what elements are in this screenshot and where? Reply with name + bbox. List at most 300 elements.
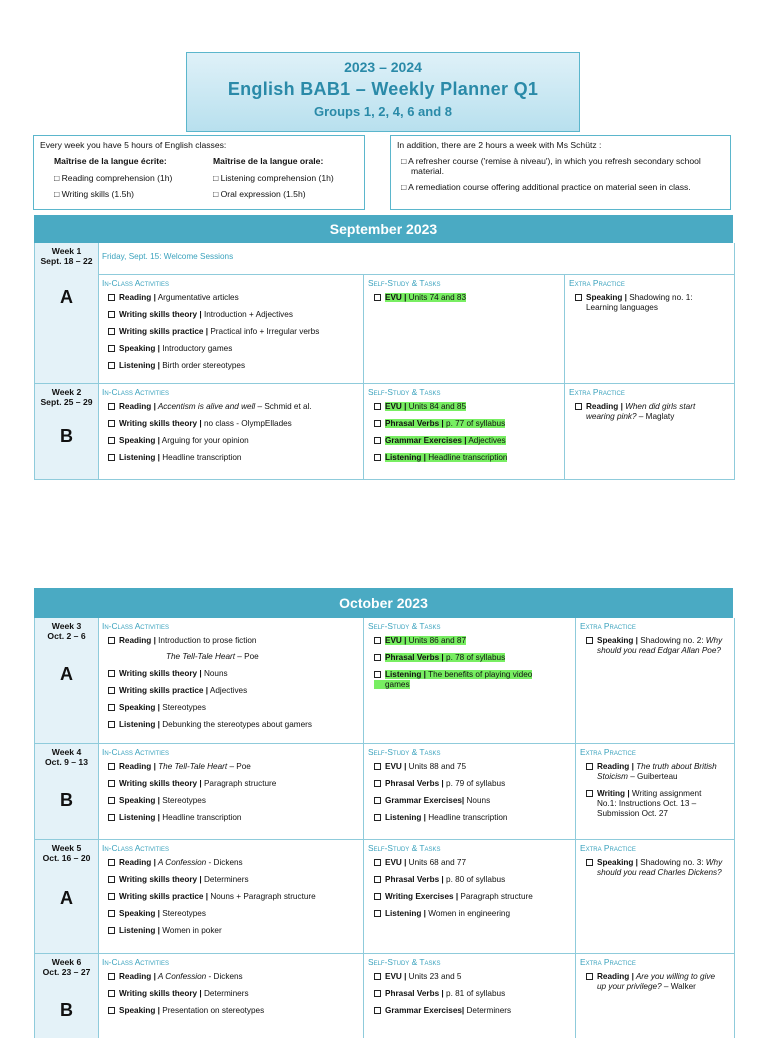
activity-type: Speaking |: [119, 1006, 160, 1015]
week-label-cell: [35, 744, 99, 839]
activity-detail: – Poe: [227, 762, 251, 771]
self-study-cell: [364, 954, 576, 1038]
activity-detail: Introduction to prose fiction: [155, 636, 257, 645]
checkbox[interactable]: [108, 763, 115, 770]
activity-detail: Presentation on stereotypes: [159, 1006, 265, 1015]
checkbox[interactable]: [374, 654, 381, 661]
school-year: 2023 – 2024: [344, 59, 422, 75]
activity-item: [108, 813, 359, 823]
activity-detail: – Walker: [661, 982, 696, 991]
activity-detail: Nouns: [464, 796, 491, 805]
activity-type: Reading |: [586, 402, 623, 411]
checkbox[interactable]: [108, 704, 115, 711]
activity-item: [108, 858, 359, 868]
activity-item: [586, 762, 730, 782]
activity-detail: Headline transcription: [425, 813, 508, 822]
activity-item: [108, 436, 359, 446]
week-letter: B: [60, 426, 73, 446]
activity-detail: Women in engineering: [425, 909, 511, 918]
activity-detail: - Dickens: [206, 972, 243, 981]
checkbox[interactable]: [374, 637, 381, 644]
activity-detail: Stereotypes: [159, 703, 206, 712]
inclass-cell: [98, 954, 364, 1038]
checkbox[interactable]: [108, 345, 115, 352]
checkbox[interactable]: [586, 763, 593, 770]
activity-detail: Nouns: [201, 669, 228, 678]
activity-type: Reading |: [119, 293, 156, 302]
activity-type: Grammar Exercises|: [385, 796, 465, 805]
activity-item: [374, 892, 571, 902]
activity-type: Reading |: [119, 858, 156, 867]
week-number: Week 2: [51, 387, 82, 397]
activity-detail: No.1: Instructions Oct. 13 –: [597, 799, 697, 808]
activity-detail: Units 68 and 77: [406, 858, 467, 867]
activity-detail: Learning languages: [586, 303, 658, 312]
inclass-cell: [98, 744, 364, 839]
checkbox[interactable]: [108, 780, 115, 787]
activity-type: Speaking |: [119, 703, 160, 712]
activity-item: [374, 813, 571, 823]
activity-type: EVU |: [385, 762, 407, 771]
activity-detail: should you read Edgar Allan Poe?: [597, 646, 721, 655]
activity-detail: Introductory games: [159, 344, 233, 353]
activity-detail: Argumentative articles: [155, 293, 239, 302]
activity-type: EVU |: [385, 636, 407, 645]
activity-type: Writing skills theory |: [119, 875, 202, 884]
activity-detail: The truth about British: [633, 762, 717, 771]
checkbox[interactable]: [374, 990, 381, 997]
oral-item: □ Oral expression (1.5h): [213, 189, 306, 199]
inclass-cell: [98, 275, 364, 383]
checkbox[interactable]: [108, 328, 115, 335]
checkbox[interactable]: [586, 790, 593, 797]
checkbox[interactable]: [108, 910, 115, 917]
hours-intro: Every week you have 5 hours of English classes:: [40, 140, 227, 150]
activity-type: Writing skills theory |: [119, 669, 202, 678]
week-row-1: [35, 243, 734, 384]
week-dates: Oct. 2 – 6: [47, 631, 86, 641]
section-heading: Self-Study & Tasks: [368, 843, 441, 853]
week-row-3: [35, 618, 734, 744]
activity-type: Phrasal Verbs |: [385, 875, 444, 884]
activity-type: Listening |: [119, 926, 160, 935]
activity-detail: Shadowing no. 1:: [626, 293, 693, 302]
activity-detail: Submission Oct. 27: [597, 809, 668, 818]
activity-item: [575, 293, 730, 313]
week-dates: Oct. 23 – 27: [42, 967, 91, 977]
self-study-cell: [364, 744, 576, 839]
activity-item: [374, 419, 560, 429]
additional-item: □ A remediation course offering additional practice on material seen in class.: [401, 182, 691, 192]
week-number: Week 4: [51, 747, 82, 757]
september-table: [34, 243, 735, 480]
week-number: Week 6: [51, 957, 82, 967]
activity-item: [108, 402, 359, 412]
activity-detail: Units 88 and 75: [406, 762, 467, 771]
week-label-cell: [35, 384, 99, 479]
section-heading: In-Class Activities: [102, 387, 169, 397]
week-letter: A: [60, 287, 73, 307]
self-study-cell: [364, 384, 565, 479]
activity-detail: – Guiberteau: [627, 772, 678, 781]
activity-item: [374, 972, 571, 982]
activity-detail: Stereotypes: [159, 909, 206, 918]
week-label-cell: [35, 243, 99, 383]
activity-detail: p. 77 of syllabus: [443, 419, 506, 428]
activity-type: Listening |: [385, 453, 426, 462]
activity-detail: The benefits of playing video: [425, 670, 533, 679]
extra-practice-cell: [576, 744, 734, 839]
checkbox[interactable]: [108, 721, 115, 728]
activity-type: Speaking |: [119, 909, 160, 918]
oral-item: □ Listening comprehension (1h): [213, 173, 334, 183]
activity-item: [374, 762, 571, 772]
extra-practice-cell: [576, 840, 734, 953]
written-skills-heading: Maîtrise de la langue écrite:: [54, 156, 167, 166]
activity-type: Phrasal Verbs |: [385, 989, 444, 998]
activity-item: [108, 419, 359, 429]
week-row-4: [35, 744, 734, 840]
activity-type: Listening |: [119, 453, 160, 462]
activity-item: [108, 1006, 359, 1016]
checkbox[interactable]: [108, 637, 115, 644]
extra-practice-cell: [576, 954, 734, 1038]
checkbox[interactable]: [108, 311, 115, 318]
activity-item: [374, 796, 571, 806]
activity-detail: Are you willing to give: [633, 972, 716, 981]
activity-type: Speaking |: [119, 796, 160, 805]
additional-item: □ A refresher course ('remise à niveau'), in which you refresh secondary school material.: [401, 156, 701, 176]
checkbox[interactable]: [108, 437, 115, 444]
activity-detail: Arguing for your opinion: [159, 436, 249, 445]
activity-item: [108, 453, 359, 463]
activity-type: Reading |: [119, 402, 156, 411]
activity-item: [374, 858, 571, 868]
checkbox[interactable]: [108, 670, 115, 677]
section-heading: Extra Practice: [580, 621, 636, 631]
activity-detail: should you read Charles Dickens?: [597, 868, 722, 877]
activity-detail: - Dickens: [206, 858, 243, 867]
activity-item: [108, 636, 359, 646]
additional-intro: In addition, there are 2 hours a week with Ms Schütz :: [397, 140, 602, 150]
checkbox[interactable]: [586, 637, 593, 644]
activity-detail: Introduction + Adjectives: [201, 310, 293, 319]
activity-item: [374, 779, 571, 789]
activity-detail: Headline transcription: [159, 813, 242, 822]
week-letter: B: [60, 790, 73, 810]
checkbox[interactable]: [108, 403, 115, 410]
activity-type: Phrasal Verbs |: [385, 653, 444, 662]
activity-detail: games: [385, 680, 410, 689]
checkbox[interactable]: [374, 876, 381, 883]
week-row-6: [35, 954, 734, 1038]
self-study-cell: [364, 618, 576, 743]
activity-detail: When did girls start: [622, 402, 696, 411]
checkbox[interactable]: [108, 362, 115, 369]
activity-item: [586, 789, 730, 819]
activity-detail: A Confession: [155, 972, 207, 981]
activity-detail: no class - OlympEllades: [201, 419, 292, 428]
week-row-2: [35, 384, 734, 480]
checkbox[interactable]: [108, 294, 115, 301]
activity-type: Writing skills practice |: [119, 892, 209, 901]
additional-hours-info: [390, 135, 731, 210]
oral-skills-heading: Maîtrise de la langue orale:: [213, 156, 324, 166]
activity-detail: – Poe: [235, 652, 259, 661]
activity-detail: Headline transcription: [425, 453, 508, 462]
activity-type: Listening |: [119, 361, 160, 370]
activity-type: Speaking |: [586, 293, 627, 302]
month-header-september: September 2023: [34, 215, 733, 243]
activity-type: Listening |: [119, 720, 160, 729]
checkbox[interactable]: [374, 780, 381, 787]
welcome-note: Friday, Sept. 15: Welcome Sessions: [98, 243, 734, 275]
activity-type: Writing |: [597, 789, 630, 798]
checkbox[interactable]: [374, 1007, 381, 1014]
checkbox[interactable]: [108, 859, 115, 866]
activity-item: [108, 779, 359, 789]
activity-type: EVU |: [385, 293, 407, 302]
checkbox[interactable]: [374, 859, 381, 866]
week-dates: Sept. 18 – 22: [40, 256, 93, 266]
self-study-cell: [364, 840, 576, 953]
activity-item: [108, 703, 359, 713]
checkbox[interactable]: [586, 973, 593, 980]
checkbox[interactable]: [374, 763, 381, 770]
activity-detail: Stereotypes: [159, 796, 206, 805]
section-heading: Self-Study & Tasks: [368, 621, 441, 631]
checkbox[interactable]: [108, 797, 115, 804]
activity-item: [108, 796, 359, 806]
section-heading: Extra Practice: [580, 747, 636, 757]
section-heading: In-Class Activities: [102, 621, 169, 631]
activity-item: [586, 636, 730, 656]
activity-item: [374, 636, 571, 646]
activity-type: Phrasal Verbs |: [385, 419, 444, 428]
activity-detail: Debunking the stereotypes about gamers: [159, 720, 312, 729]
activity-type: Reading |: [119, 972, 156, 981]
checkbox[interactable]: [108, 927, 115, 934]
groups-subtitle: Groups 1, 2, 4, 6 and 8: [314, 104, 452, 119]
self-study-cell: [364, 275, 565, 383]
activity-detail: The Tell-Tale Heart: [155, 762, 228, 771]
activity-detail: Units 86 and 87: [406, 636, 467, 645]
checkbox[interactable]: [108, 973, 115, 980]
activity-detail: Shadowing no. 3:: [637, 858, 704, 867]
week-letter: A: [60, 664, 73, 684]
activity-detail: up your privilege?: [597, 982, 662, 991]
checkbox[interactable]: [374, 973, 381, 980]
activity-type: Reading |: [597, 972, 634, 981]
activity-item: [374, 402, 560, 412]
checkbox[interactable]: [374, 294, 381, 301]
activity-detail: – Maglaty: [636, 412, 675, 421]
activity-item: [108, 310, 359, 320]
activity-type: Listening |: [385, 670, 426, 679]
inclass-cell: [98, 384, 364, 479]
activity-type: Listening |: [385, 813, 426, 822]
activity-type: EVU |: [385, 402, 407, 411]
activity-item: [108, 686, 359, 696]
activity-detail: Paragraph structure: [201, 779, 277, 788]
activity-type: Writing Exercises |: [385, 892, 459, 901]
week-letter: A: [60, 888, 73, 908]
checkbox[interactable]: [108, 814, 115, 821]
checkbox[interactable]: [108, 420, 115, 427]
checkbox[interactable]: [586, 859, 593, 866]
planner-title-box: [186, 52, 580, 132]
activity-detail: Headline transcription: [159, 453, 242, 462]
extra-practice-cell: [565, 275, 734, 383]
activity-item: [374, 875, 571, 885]
activity-item: [108, 361, 359, 371]
written-item: □ Writing skills (1.5h): [54, 189, 135, 199]
activity-item: [108, 344, 359, 354]
inclass-cell: [98, 840, 364, 953]
activity-detail: Determiners: [201, 875, 249, 884]
activity-item: [108, 926, 359, 936]
activity-type: Speaking |: [119, 344, 160, 353]
activity-detail: wearing pink?: [586, 412, 637, 421]
activity-detail: Units 23 and 5: [406, 972, 462, 981]
checkbox[interactable]: [575, 403, 582, 410]
activity-item: [108, 875, 359, 885]
activity-type: Grammar Exercises|: [385, 1006, 465, 1015]
october-table: [34, 618, 735, 1038]
activity-type: Writing skills theory |: [119, 419, 202, 428]
activity-detail: p. 81 of syllabus: [443, 989, 506, 998]
month-header-october: October 2023: [34, 588, 733, 618]
activity-detail: Practical info + Irregular verbs: [208, 327, 320, 336]
checkbox[interactable]: [108, 1007, 115, 1014]
activity-type: Writing skills theory |: [119, 779, 202, 788]
activity-item: [374, 670, 571, 690]
section-heading: Self-Study & Tasks: [368, 957, 441, 967]
activity-detail: Adjectives: [466, 436, 506, 445]
checkbox[interactable]: [374, 910, 381, 917]
checkbox[interactable]: [108, 990, 115, 997]
activity-type: Grammar Exercises |: [385, 436, 467, 445]
checkbox[interactable]: [374, 403, 381, 410]
checkbox[interactable]: [108, 687, 115, 694]
checkbox[interactable]: [374, 797, 381, 804]
section-heading: Self-Study & Tasks: [368, 747, 441, 757]
activity-item: [374, 293, 560, 303]
activity-type: EVU |: [385, 858, 407, 867]
activity-item: [108, 972, 359, 982]
activity-type: Reading |: [119, 636, 156, 645]
activity-item: [586, 972, 730, 992]
section-heading: Extra Practice: [569, 278, 625, 288]
activity-type: EVU |: [385, 972, 407, 981]
activity-detail: Stoicism: [597, 772, 628, 781]
extra-practice-cell: [565, 384, 734, 479]
checkbox[interactable]: [374, 893, 381, 900]
checkbox[interactable]: [374, 454, 381, 461]
written-item: □ Reading comprehension (1h): [54, 173, 173, 183]
activity-detail: Determiners: [201, 989, 249, 998]
activity-detail: Writing assignment: [629, 789, 702, 798]
activity-type: Speaking |: [597, 636, 638, 645]
activity-item: [108, 989, 359, 999]
week-label-cell: [35, 840, 99, 953]
activity-detail: p. 78 of syllabus: [443, 653, 506, 662]
section-heading: Extra Practice: [580, 843, 636, 853]
section-heading: In-Class Activities: [102, 747, 169, 757]
page-title: English BAB1 – Weekly Planner Q1: [227, 79, 539, 99]
week-row-5: [35, 840, 734, 954]
activity-type: Writing skills theory |: [119, 310, 202, 319]
activity-detail: p. 80 of syllabus: [443, 875, 506, 884]
checkbox[interactable]: [374, 420, 381, 427]
section-heading: Extra Practice: [580, 957, 636, 967]
week-label-cell: [35, 618, 99, 743]
section-heading: In-Class Activities: [102, 957, 169, 967]
activity-detail: The Tell-Tale Heart: [166, 652, 236, 661]
week-label-cell: [35, 954, 99, 1038]
activity-detail: Paragraph structure: [458, 892, 533, 901]
checkbox[interactable]: [108, 876, 115, 883]
activity-item: [374, 653, 571, 663]
checkbox[interactable]: [575, 294, 582, 301]
checkbox[interactable]: [374, 814, 381, 821]
activity-item: [108, 669, 359, 679]
checkbox[interactable]: [374, 437, 381, 444]
activity-detail: Units 74 and 83: [406, 293, 467, 302]
activity-type: Writing skills practice |: [119, 686, 209, 695]
week-number: Week 5: [51, 843, 82, 853]
week-dates: Sept. 25 – 29: [40, 397, 93, 407]
week-dates: Oct. 9 – 13: [45, 757, 88, 767]
activity-item: [108, 652, 359, 662]
activity-item: [374, 453, 560, 463]
activity-type: Phrasal Verbs |: [385, 779, 444, 788]
checkbox[interactable]: [108, 454, 115, 461]
activity-item: [108, 327, 359, 337]
activity-detail: Shadowing no. 2:: [637, 636, 704, 645]
section-heading: In-Class Activities: [102, 843, 169, 853]
activity-detail: Why: [703, 636, 723, 645]
checkbox[interactable]: [108, 893, 115, 900]
activity-type: Reading |: [119, 762, 156, 771]
activity-detail: Why: [703, 858, 723, 867]
section-heading: Extra Practice: [569, 387, 625, 397]
activity-item: [575, 402, 730, 422]
week-number: Week 1: [51, 246, 82, 256]
activity-type: Listening |: [385, 909, 426, 918]
checkbox[interactable]: [374, 671, 381, 678]
activity-type: Listening |: [119, 813, 160, 822]
activity-item: [586, 858, 730, 878]
activity-detail: Birth order stereotypes: [159, 361, 246, 370]
activity-item: [108, 909, 359, 919]
activity-type: Writing skills theory |: [119, 989, 202, 998]
activity-detail: Units 84 and 85: [406, 402, 467, 411]
activity-detail: Adjectives: [208, 686, 248, 695]
activity-item: [108, 293, 359, 303]
activity-detail: p. 79 of syllabus: [443, 779, 506, 788]
activity-detail: Nouns + Paragraph structure: [208, 892, 316, 901]
week-dates: Oct. 16 – 20: [42, 853, 91, 863]
week-number: Week 3: [51, 621, 82, 631]
activity-type: Writing skills practice |: [119, 327, 209, 336]
activity-detail: Women in poker: [159, 926, 222, 935]
activity-type: Speaking |: [597, 858, 638, 867]
inclass-cell: [98, 618, 364, 743]
activity-detail: – Schmid et al.: [255, 402, 312, 411]
activity-type: Reading |: [597, 762, 634, 771]
section-heading: Self-Study & Tasks: [368, 278, 441, 288]
